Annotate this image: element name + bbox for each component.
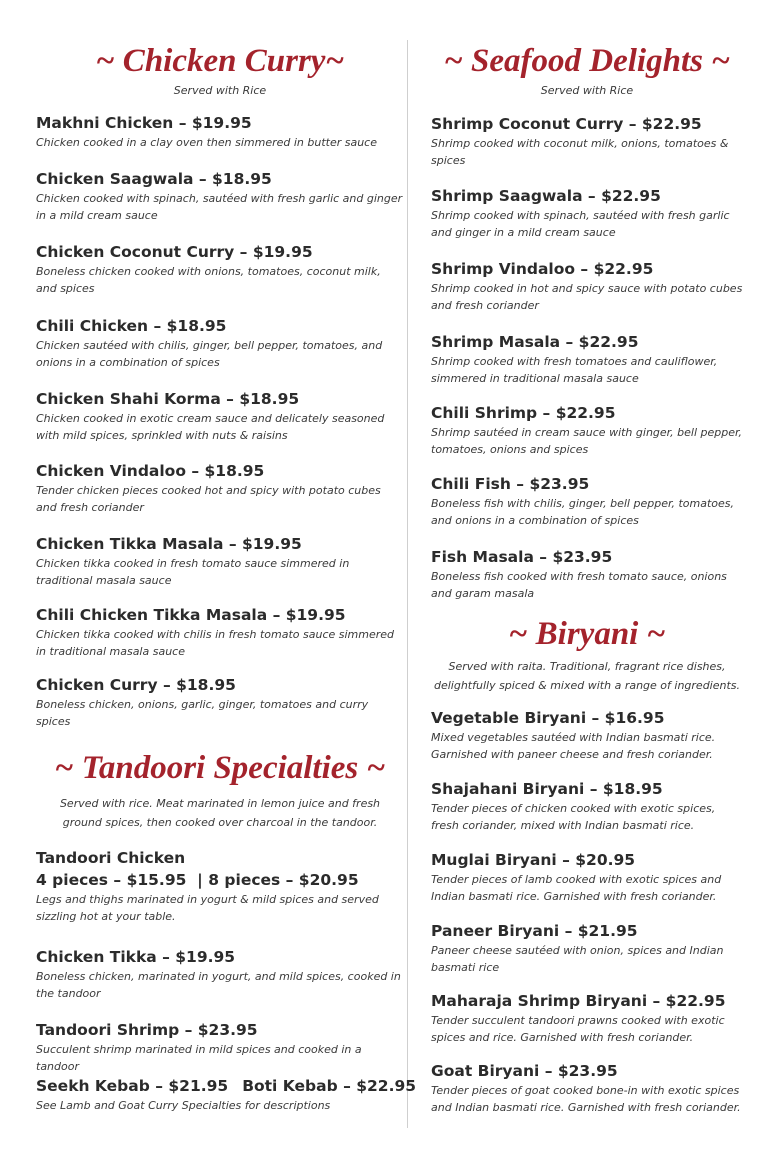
- item-name: Goat Biryani – $23.95: [431, 1062, 618, 1080]
- menu-item: [431, 546, 743, 602]
- biryani-subtitle: Served with raita. Traditional, fragrant rice dishes, delightfully spiced & mixed with a range of ingredients.: [433, 660, 741, 692]
- menu-item: [431, 778, 743, 834]
- menu-item: [36, 946, 404, 1002]
- item-name: Shrimp Coconut Curry – $22.95: [431, 115, 702, 133]
- item-name: Chicken Tikka – $19.95: [36, 948, 236, 966]
- item-name: Paneer Biryani – $21.95: [431, 922, 638, 940]
- menu-item: [36, 315, 404, 371]
- item-name: Shrimp Masala – $22.95: [431, 333, 639, 351]
- menu-item: [36, 460, 404, 516]
- item-description: Boneless chicken, marinated in yogurt, and mild spices, cooked in the tandoor: [36, 970, 401, 1000]
- item-name: Shrimp Vindaloo – $22.95: [431, 260, 654, 278]
- item-description: Tender chicken pieces cooked hot and spicy with potato cubes and fresh coriander: [36, 484, 381, 514]
- item-name: Chicken Saagwala – $18.95: [36, 170, 272, 188]
- item-name: Chicken Coconut Curry – $19.95: [36, 243, 313, 261]
- boti-kebab-name: Boti Kebab – $22.95: [242, 1077, 417, 1095]
- item-description: Tender pieces of chicken cooked with exotic spices, fresh coriander, mixed with Indian basmati rice.: [431, 802, 716, 832]
- item-name: Chicken Vindaloo – $18.95: [36, 462, 265, 480]
- menu-item: [36, 168, 404, 224]
- item-description: Chicken cooked in a clay oven then simmered in butter sauce: [36, 136, 377, 149]
- item-description: Shrimp cooked with coconut milk, onions, tomatoes & spices: [431, 137, 729, 167]
- item-name: Tandoori Chicken: [36, 849, 186, 867]
- item-name: Chili Fish – $23.95: [431, 475, 590, 493]
- item-name: Chili Chicken – $18.95: [36, 317, 227, 335]
- item-name: Shajahani Biryani – $18.95: [431, 780, 663, 798]
- menu-item: [36, 388, 404, 444]
- seafood-delights-title: ~ Seafood Delights ~: [443, 43, 731, 79]
- menu-item: [431, 185, 743, 241]
- item-description: Boneless fish with chilis, ginger, bell pepper, tomatoes, and onions in a combination of spices: [431, 497, 734, 527]
- biryani-title: ~ Biryani ~: [508, 616, 666, 652]
- menu-item: [36, 604, 404, 660]
- item-description: Tender pieces of goat cooked bone-in with exotic spices and Indian basmati rice. Garnished with fresh coriander.: [431, 1084, 741, 1114]
- item-description: Boneless chicken cooked with onions, tomatoes, coconut milk, and spices: [36, 265, 381, 295]
- menu-item: [36, 674, 404, 730]
- item-description: Shrimp sautéed in cream sauce with ginger, bell pepper, tomatoes, onions and spices: [431, 426, 743, 456]
- menu-item: [36, 241, 404, 297]
- item-description: Mixed vegetables sautéed with Indian basmati rice. Garnished with paneer cheese and fresh coriander.: [431, 731, 716, 761]
- tandoori-specialties-title: ~ Tandoori Specialties ~: [54, 750, 386, 786]
- item-prices: 4 pieces – $15.95 | 8 pieces – $20.95: [36, 871, 359, 889]
- item-name: Fish Masala – $23.95: [431, 548, 613, 566]
- item-description: Boneless fish cooked with fresh tomato sauce, onions and garam masala: [431, 570, 727, 600]
- menu-item: [431, 258, 743, 314]
- tandoori-specialties-subtitle: Served with rice. Meat marinated in lemon juice and fresh ground spices, then cooked over charcoal in the tandoor.: [59, 797, 381, 829]
- item-name: Tandoori Shrimp – $23.95: [36, 1021, 258, 1039]
- item-description: Tender pieces of lamb cooked with exotic spices and Indian basmati rice. Garnished with fresh coriander.: [431, 873, 722, 903]
- menu-item: [431, 331, 743, 387]
- item-description: Shrimp cooked with spinach, sautéed with fresh garlic and ginger in a mild cream sauce: [431, 209, 730, 239]
- item-name: Maharaja Shrimp Biryani – $22.95: [431, 992, 726, 1010]
- menu-item: [36, 112, 404, 151]
- item-description: Chicken cooked with spinach, sautéed with fresh garlic and ginger in a mild cream sauce: [36, 192, 403, 222]
- item-description: Chicken cooked in exotic cream sauce and delicately seasoned with mild spices, sprinkled with nuts & raisins: [36, 412, 385, 442]
- item-name: Shrimp Saagwala – $22.95: [431, 187, 661, 205]
- menu-item: [431, 473, 743, 529]
- item-description: Shrimp cooked in hot and spicy sauce with potato cubes and fresh coriander: [431, 282, 743, 312]
- menu-item-tandoori-chicken: [36, 847, 404, 925]
- menu-item: [431, 990, 743, 1046]
- item-name: Chicken Curry – $18.95: [36, 676, 236, 694]
- item-name: Makhni Chicken – $19.95: [36, 114, 252, 132]
- item-description: Paneer cheese sautéed with onion, spices and Indian basmati rice: [431, 944, 724, 974]
- item-description: Succulent shrimp marinated in mild spices and cooked in a tandoor: [36, 1043, 362, 1073]
- seekh-kebab-name: Seekh Kebab – $21.95: [36, 1077, 229, 1095]
- chicken-curry-title: ~ Chicken Curry~: [95, 43, 345, 79]
- chicken-curry-subtitle: Served with Rice: [173, 84, 267, 97]
- menu-item: [36, 533, 404, 589]
- item-description: Legs and thighs marinated in yogurt & mild spices and served sizzling hot at your table.: [36, 893, 379, 923]
- menu-item: [431, 707, 743, 763]
- item-description: Chicken tikka cooked with chilis in fresh tomato sauce simmered in traditional masala sauce: [36, 628, 395, 658]
- menu-item: [431, 402, 743, 458]
- item-description: See Lamb and Goat Curry Specialties for descriptions: [36, 1099, 331, 1112]
- menu-item: [431, 113, 743, 169]
- item-name: Vegetable Biryani – $16.95: [431, 709, 665, 727]
- item-description: Tender succulent tandoori prawns cooked with exotic spices and rice. Garnished with fresh coriander.: [431, 1014, 725, 1044]
- seafood-delights-subtitle: Served with Rice: [540, 84, 634, 97]
- menu-item: [431, 920, 743, 976]
- item-name: Chicken Shahi Korma – $18.95: [36, 390, 300, 408]
- menu-item-kebabs: [36, 1075, 417, 1114]
- menu-item: [431, 849, 743, 905]
- item-name: Chicken Tikka Masala – $19.95: [36, 535, 302, 553]
- column-divider: [407, 40, 408, 1128]
- item-name: Muglai Biryani – $20.95: [431, 851, 636, 869]
- item-description: Shrimp cooked with fresh tomatoes and cauliflower, simmered in traditional masala sauce: [431, 355, 718, 385]
- item-name: Chili Chicken Tikka Masala – $19.95: [36, 606, 346, 624]
- menu-item: [36, 1019, 404, 1075]
- menu-item: [431, 1060, 743, 1116]
- item-description: Chicken sautéed with chilis, ginger, bell pepper, tomatoes, and onions in a combination of spices: [36, 339, 383, 369]
- item-name: Chili Shrimp – $22.95: [431, 404, 616, 422]
- item-description: Boneless chicken, onions, garlic, ginger, tomatoes and curry spices: [36, 698, 369, 728]
- item-description: Chicken tikka cooked in fresh tomato sauce simmered in traditional masala sauce: [36, 557, 350, 587]
